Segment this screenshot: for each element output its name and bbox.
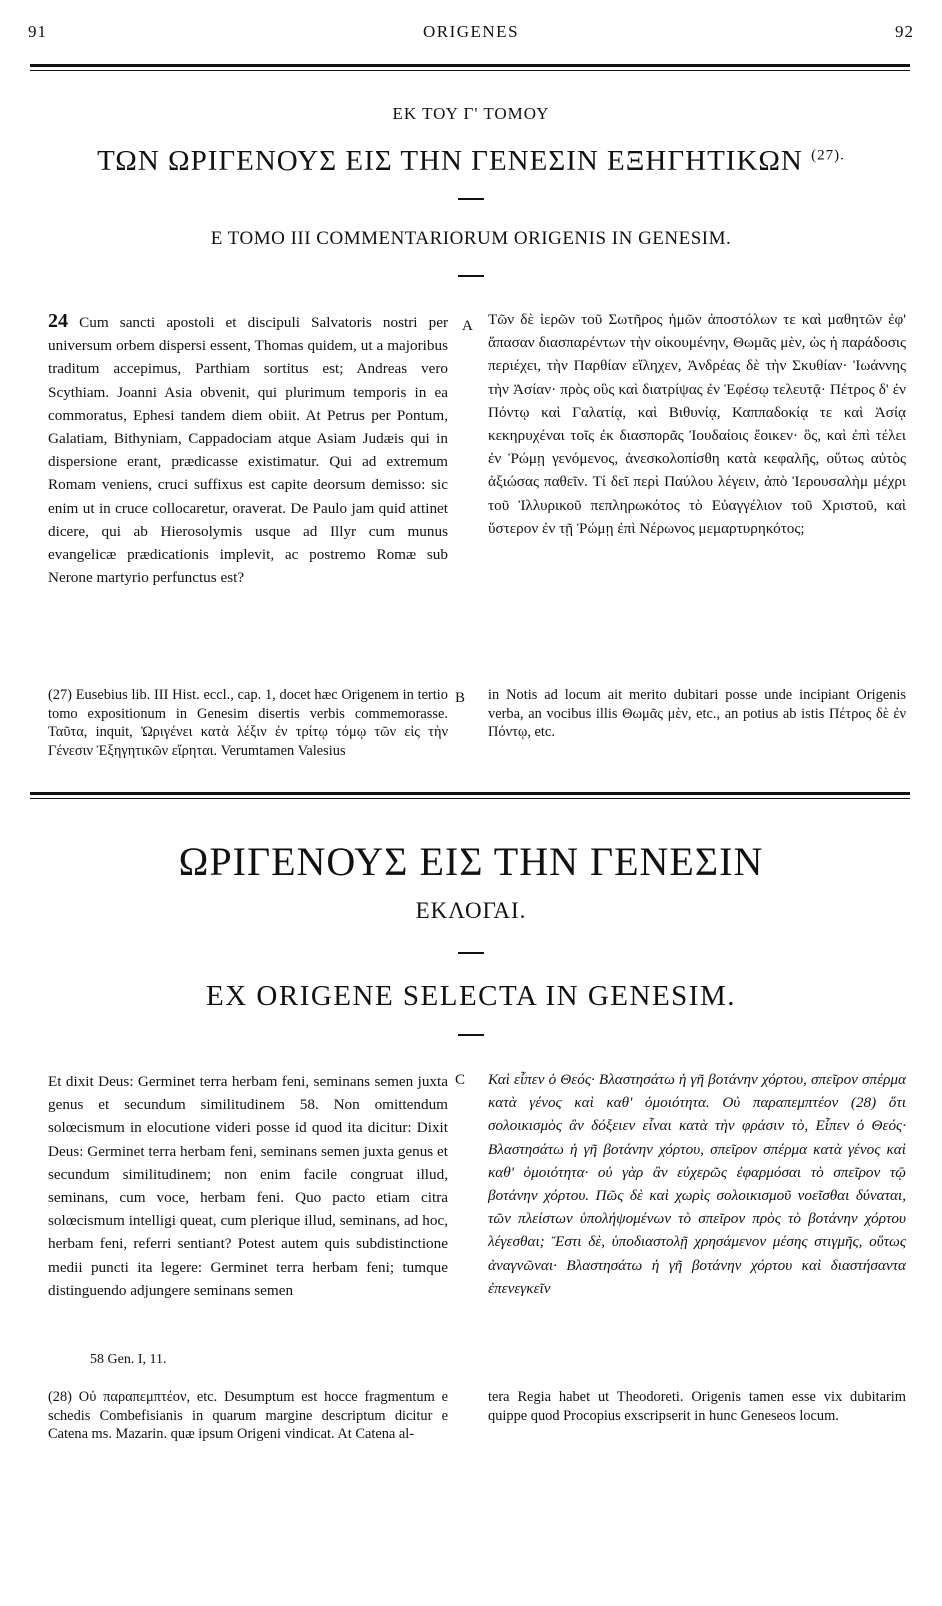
page-number-left: 91 bbox=[28, 22, 47, 41]
section1-greek-subtitle: ΕΚ ΤΟΥ Γ' ΤΟΜΟΥ bbox=[392, 104, 550, 123]
section1-greek-text: Τῶν δὲ ἱερῶν τοῦ Σωτῆρος ἡμῶν ἀποστόλων τε καὶ μαθητῶν ἐφ' ἅπασαν διασπαρέντων τὴν οἰκουμένην, Θωμᾶς μὲν, ὡς ἡ παράδοσις περιέχει, τὴν Παρθίαν εἴληχεν, Ἀνδρέας δὲ τὴν Σκυθίαν· Ἰωάννης τὴν Ἀσίαν· πρὸς οὓς καὶ διατρίψας ἐν Ἐφέσῳ τελευτᾷ· Πέτρος δ' ἐν Πόντῳ καὶ Γαλατίᾳ, καὶ Βιθυνίᾳ, Καππαδοκίᾳ τε καὶ Ἀσίᾳ κεκηρυχέναι τοῖς ἐκ διασπορᾶς Ἰουδαίοις ἔοικεν· ὃς, καὶ ἐπὶ τέλει ἐν Ῥώμῃ γενόμενος, ἀνεσκολοπίσθη κατὰ κεφαλῆς, οὕτως αὐτὸς ἀξιώσας παθεῖν. Τί δεῖ περὶ Παύλου λέγειν, ἀπὸ Ἱερουσαλὴμ μέχρι τοῦ Ἰλλυρικοῦ πεπληρωκότος τὸ Εὐαγγέλιον τοῦ Χριστοῦ, καὶ ὕστερον ἐν τῇ Ῥώμῃ ἐπὶ Νέρωνος μεμαρτυρηκότος; bbox=[488, 311, 906, 537]
note-28-right: tera Regia habet ut Theodoreti. Origenis tamen esse vix dubitarim quippe quod Procopius exscripserit in hunc Geneseos locum. bbox=[488, 1389, 906, 1424]
paragraph-number: 24 bbox=[48, 310, 68, 332]
footnote-58: 58 Gen. I, 11. bbox=[90, 1352, 167, 1367]
section1-latin-text: Cum sancti apostoli et discipuli Salvatoris nostri per universum orbem dispersi essent, Thomas quidem, ut a majoribus traditum accepimus, Parthiam sortitus est; Andreas vero Scythiam. Joanni Asia obvenit, qui plurimum temporis in ea commoratus, Ephesi tandem diem obiit. At Petrus per Pontum, Galatiam, Bithyniam, Cappadociam atque Asiam Judæis qui in dispersione erant, prædicasse existimatur. Qui ad extremum Romam veniens, cruci suffixus est capite deorsum demisso: sic enim ut in cruce collocaretur, oraverat. De Paulo jam quid attinet dicere, qui ab Hierosolymis usque ad Illyr cum munus evangelicæ prædicationis implevit, ac postremo Romæ sub Nerone martyrio perfunctus est? bbox=[48, 314, 448, 587]
section1-note-ref: (27). bbox=[811, 147, 845, 164]
section-divider bbox=[30, 792, 910, 795]
section1-latin-title: E TOMO III COMMENTARIORUM ORIGENIS IN GENESIM. bbox=[210, 228, 732, 249]
title-dash bbox=[458, 198, 484, 200]
section2-greek-title: ΩΡΙΓΕΝΟΥΣ ΕΙΣ ΤΗΝ ΓΕΝΕΣΙΝ bbox=[178, 839, 764, 884]
running-head-title: ORIGENES bbox=[422, 22, 520, 41]
column-marker-c: C bbox=[455, 1072, 466, 1088]
section-divider-thin bbox=[30, 798, 910, 799]
section1-latin-column bbox=[48, 310, 448, 589]
section2-latin-text: Et dixit Deus: Germinet terra herbam feni, seminans semen juxta genus et secundum similitudinem 58. Non omittendum solœcismum in elocutione videri posse id quod ita dicitur: Dixit Deus: Germinet terra herbam feni, seminans semen juxta genus et secundum similitudinem; non enim facile congruat illud, seminans, cum voce, herbam feni. Quo pacto etiam citra solœcismum intelligi queat, cum plerique illud, seminans, ad hoc, herbam feni, referri sentiant? Potest autem quis subdistinctione medii puncti ita legere: Germinet terra herbam feni; tumque distinguendo adjungere seminans semen bbox=[48, 1073, 448, 1299]
section2-latin-title: EX ORIGENE SELECTA IN GENESIM. bbox=[206, 980, 736, 1012]
note-27-right: in Notis ad locum ait merito dubitari posse unde incipiant Origenis verba, an vocibus illis Θωμᾶς μὲν, etc., an potius ab istis Πέτρος δὲ ἐν Πόντῳ, etc. bbox=[488, 687, 906, 741]
section1-greek-title bbox=[0, 145, 942, 178]
column-marker-b: B bbox=[455, 690, 466, 706]
note-28-left: (28) Οὐ παραπεμπτέον, etc. Desumptum est hocce fragmentum e schedis Combefisianis in quarum margine descriptum dicitur e Catena ms. Mazarin. quæ ipsum Origeni vindicat. At Catena al- bbox=[48, 1389, 448, 1443]
section1-greek-title-text: ΤΩΝ ΩΡΙΓΕΝΟΥΣ ΕΙΣ ΤΗΝ ΓΕΝΕΣΙΝ ΕΞΗΓΗΤΙΚΩΝ bbox=[97, 145, 803, 177]
column-marker-a: A bbox=[462, 318, 473, 334]
section2-greek-text: Καὶ εἶπεν ὁ Θεός· Βλαστησάτω ἡ γῆ βοτάνην χόρτου, σπεῖρον σπέρμα κατὰ γένος καὶ καθ' ὁμοιότητα. Οὐ παραπεμπτέον (28) ὅτι σολοικισμὸς ἂν δόξειεν εἶναι κατὰ τὴν φράσιν τὸ, Εἶπεν ὁ Θεός· Βλαστησάτω ἡ γῆ βοτάνην χόρτου, σπεῖρον σπέρμα κατὰ γένος καὶ καθ' ὁμοιότητα· οὐ γὰρ ἂν εὐχερῶς ἐφαρμόσαι τὸ σπεῖρον τῷ βοτάνην χόρτου. Πῶς δὲ καὶ χωρὶς σολοικισμοῦ νοεῖσθαι δύναται, τῶν πλείστων ὑπολήψομένων τὸ σπεῖρον πρὸς τὸ βοτάνην χόρτου λέγεσθαι; Ἔστι δὲ, ὑποδιαστολῇ χρησάμενον μέσης στιγμῆς, οὕτως ἀναγνῶναι· Βλαστησάτω ἡ γῆ βοτάνην χόρτου καὶ διαστήσαντα ἐπενεγκεῖν bbox=[488, 1071, 906, 1297]
section2-greek-subtitle: ΕΚΛΟΓΑΙ. bbox=[415, 898, 527, 923]
page-number-right: 92 bbox=[895, 22, 914, 41]
title-dash bbox=[458, 952, 484, 954]
header-rule-thin bbox=[30, 70, 910, 71]
title-dash bbox=[458, 275, 484, 277]
header-rule bbox=[30, 64, 910, 67]
note-27-left: (27) Eusebius lib. III Hist. eccl., cap. 1, docet hæc Origenem in tertio tomo expositionum in Genesim disertis verbis commemorasse. Ταῦτα, inquit, Ὠριγένει κατὰ λέξιν ἐν τρίτῳ τόμῳ τῶν εἰς τὴν Γένεσιν Ἐξηγητικῶν εἴρηται. Verumtamen Valesius bbox=[48, 687, 448, 759]
title-dash bbox=[458, 1034, 484, 1036]
